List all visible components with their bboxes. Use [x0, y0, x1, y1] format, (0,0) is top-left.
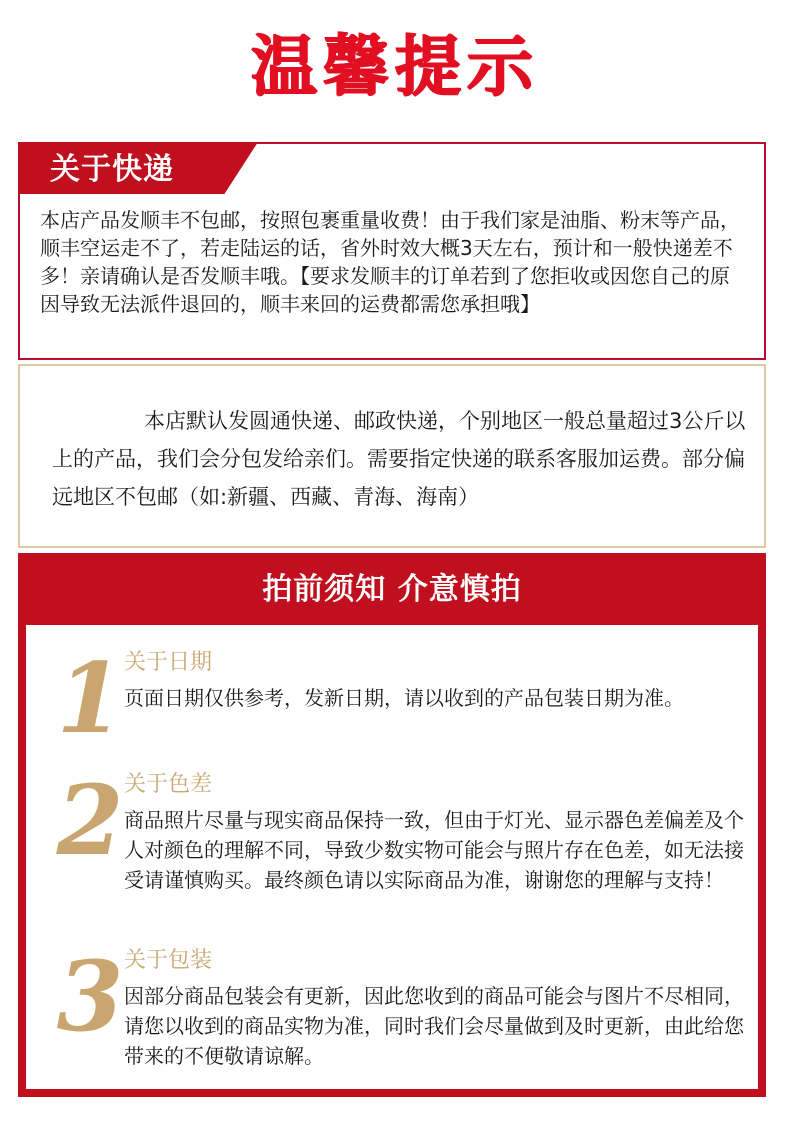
notice-section — [18, 553, 766, 1097]
item-title: 关于色差 — [124, 772, 213, 797]
default-courier-description: 本店默认发圆通快递、邮政快递，个别地区一般总量超过3公斤以上的产品，我们会分包发给亲们。需要指定快递的联系客服加运费。部分偏远地区不包邮（如:新疆、西藏、青海、海南） — [52, 409, 746, 509]
item-title: 关于日期 — [124, 650, 213, 675]
item-title: 关于包装 — [124, 948, 213, 973]
express-description: 本店产品发顺丰不包邮，按照包裹重量收费！由于我们家是油脂、粉末等产品，顺丰空运走不了，若走陆运的话，省外时效大概3天左右，预计和一般快递差不多！亲请确认是否发顺丰哦。【要求发顺丰的订单若到了您拒收或因您自己的原因导致无法派件退回的，顺丰来回的运费都需您承担哦】 — [40, 208, 740, 316]
notice-title: 拍前须知 介意慎拍 — [262, 572, 522, 607]
item-number: 3 — [56, 940, 124, 1053]
express-section — [18, 142, 766, 360]
item-text: 商品照片尽量与现实商品保持一致，但由于灯光、显示器色差偏差及个人对颜色的理解不同，导致少数实物可能会与照片存在色差，如无法接受请谨慎购买。最终颜色请以实际商品为准，谢谢您的理解与支持！ — [124, 808, 744, 892]
item-number: 1 — [56, 642, 124, 755]
page-title: 温馨提示 — [251, 28, 539, 105]
item-number: 2 — [56, 764, 124, 877]
item-text: 因部分商品包装会有更新，因此您收到的商品可能会与图片不尽相同，请您以收到的商品实物为准，同时我们会尽量做到及时更新，由此给您带来的不便敬请谅解。 — [124, 984, 744, 1068]
express-tab-label: 关于快递 — [50, 152, 174, 187]
notice-content — [26, 625, 758, 1089]
item-text: 页面日期仅供参考，发新日期，请以收到的产品包装日期为准。 — [124, 686, 684, 710]
default-courier-section — [18, 364, 766, 548]
